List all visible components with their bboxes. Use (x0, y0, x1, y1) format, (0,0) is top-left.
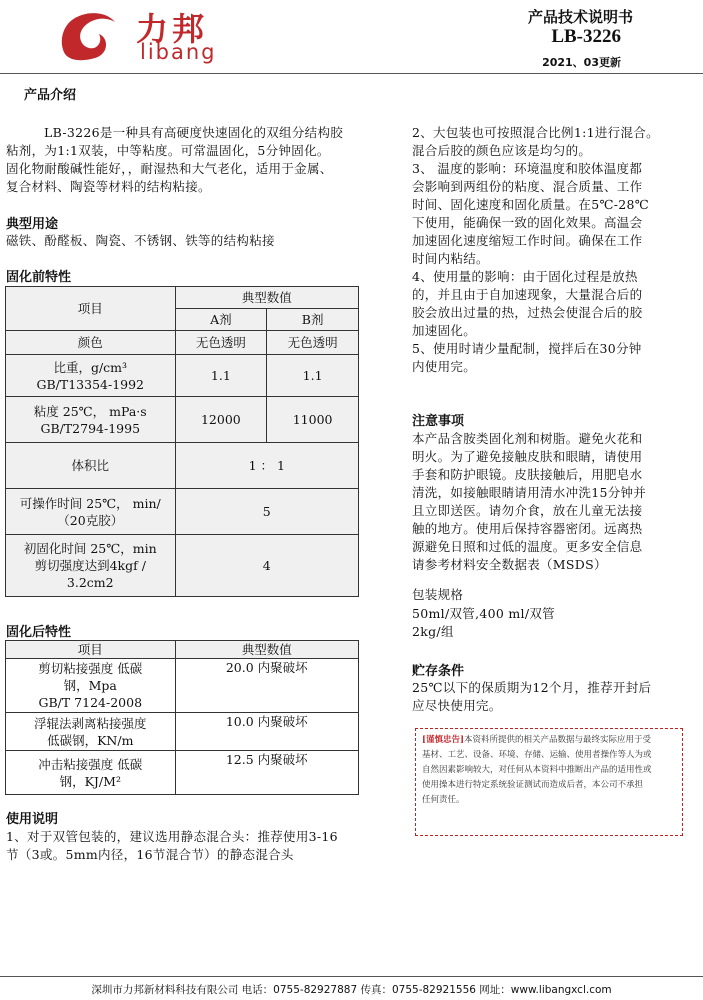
row-value: 10.0 内聚破坏 (175, 713, 358, 751)
right-line: 内使用完。 (412, 359, 477, 374)
notes-line: 请参考材料安全数据表（MSDS） (412, 557, 607, 572)
table-row (6, 331, 359, 355)
disclaimer-tag: [谨慎忠告] (422, 735, 465, 745)
row-item-line: 冲击粘接强度 低碳 (38, 756, 143, 772)
document-title: 产品技术说明书 (527, 8, 633, 26)
table-row (6, 535, 359, 597)
usage-text (6, 828, 410, 864)
row-a-value: 1.1 (175, 355, 267, 397)
disclaimer-line: 任何责任。 (422, 795, 465, 805)
right-line: 混合后胶的颜色应该是均匀的。 (412, 143, 592, 158)
col-item-header: 项目 (6, 641, 176, 659)
disclaimer-line: 基材、工艺、设备、环境、存储、运输、使用者操作等人为或 (422, 750, 652, 760)
notes-line: 手套和防护眼镜。皮肤接触后，用肥皂水 (412, 467, 643, 482)
storage-text (412, 679, 696, 715)
header-divider (0, 73, 703, 74)
intro-line: 固化物耐酸碱性能好，，耐湿热和大气老化，适用于金属、 (6, 161, 333, 176)
row-value: 4 (175, 535, 359, 597)
right-line: 加速固化速度缩短工作时间。确保在工作 (412, 233, 643, 248)
storage-heading: 贮存条件 (412, 664, 465, 679)
footer-contact: 深圳市力邦新材料科技有限公司 电话：0755-82927887 传真：0755-82921556 网址：www.libangxcl.com (91, 984, 612, 996)
row-item-line: 低碳钢，KN/m (47, 732, 134, 748)
table-row (6, 443, 359, 489)
storage-line: 25℃以下的保质期为12个月，推荐开封后 (412, 680, 652, 695)
packaging-heading: 包装规格 (412, 587, 464, 602)
row-value: 1 ： 1 (175, 443, 359, 489)
storage-line: 应尽快使用完。 (412, 698, 502, 713)
disclaimer-line: 本资料所提供的相关产品数据与最终实际应用于受 (464, 735, 652, 745)
table-row (6, 713, 359, 751)
update-date: 2021、03更新 (542, 56, 621, 69)
row-a-value: 无色透明 (175, 331, 267, 355)
packaging-line: 2kg/组 (412, 624, 454, 639)
footer-divider (0, 976, 703, 977)
disclaimer-line: 使用操本进行特定系统验证测试而造成后者，本公司不承担 (422, 780, 644, 790)
col-item-header: 项目 (6, 287, 176, 331)
right-line: 加速固化。 (412, 323, 477, 338)
disclaimer-box (415, 728, 683, 836)
row-item (6, 355, 176, 397)
right-line: 3、 温度的影响：环境温度和胶体温度都 (412, 161, 643, 176)
col-value-header: 典型数值 (175, 641, 358, 659)
notes-line: 本产品含胺类固化剂和树脂。避免火花和 (412, 431, 643, 446)
table-row (6, 751, 359, 795)
row-item: 体积比 (6, 443, 176, 489)
row-item-line: 剪切粘接强度 低碳 (38, 661, 143, 676)
row-item (6, 751, 176, 795)
intro-line: 复合材料、陶瓷等材料的结构粘接。 (6, 179, 211, 194)
row-item-line: GB/T13354-1992 (36, 376, 145, 392)
right-line: 时间内粘结。 (412, 251, 489, 266)
right-line: 时间、固化速度和固化质量。在5℃-28℃ (412, 197, 650, 212)
notes-line: 且立即送医。请勿介食，放在儿童无法接 (412, 503, 643, 518)
table-row (6, 659, 359, 713)
logo-chinese-text: 力邦 (136, 10, 209, 48)
disclaimer-line: 自然因素影响较大，对任何从本资料中推断出产品的适用性或 (422, 765, 652, 775)
right-line: 会影响到两组份的粘度、混合质量、工作 (412, 179, 643, 194)
row-item-line: GB/T 7124-2008 (38, 695, 143, 710)
row-item-line: 粘度 25℃， mPa·s (33, 403, 147, 419)
notes-line: 源避免日照和过低的温度。更多安全信息 (412, 539, 643, 554)
pre-cure-table (5, 286, 359, 597)
row-item (6, 397, 176, 443)
product-model: LB-3226 (551, 26, 621, 47)
notes-text (412, 430, 696, 574)
right-line: 4、使用量的影响：由于固化过程是放热 (412, 269, 638, 284)
intro-heading: 产品介绍 (24, 88, 77, 103)
row-item-line: 钢，Mpa (63, 678, 117, 693)
right-line: 胶会放出过量的热，过热会使混合后的胶 (412, 305, 643, 320)
intro-line: 粘剂，为1:1双装，中等粘度。可常温固化，5分钟固化。 (6, 143, 330, 158)
row-item-line: （20克胶） (57, 512, 124, 528)
row-value: 12.5 内聚破坏 (175, 751, 358, 795)
row-item-line: 可操作时间 25℃， min/ (19, 495, 161, 511)
row-value: 5 (175, 489, 359, 535)
packaging-line: 50ml/双管,400 ml/双管 (412, 606, 555, 621)
row-b-value: 1.1 (267, 355, 359, 397)
notes-line: 清洗，如接触眼睛请用清水冲洗15分钟并 (412, 485, 647, 500)
uses-heading: 典型用途 (6, 217, 59, 232)
row-value: 20.0 内聚破坏 (175, 659, 358, 713)
row-b-value: 无色透明 (267, 331, 359, 355)
row-item: 颜色 (6, 331, 176, 355)
col-b-header: B剂 (267, 309, 359, 331)
logo-mark-icon (55, 4, 135, 66)
notes-line: 触的地方。使用后保持容器密闭。远离热 (412, 521, 643, 536)
usage-line: 1、对于双管包装的，建议选用静态混合头：推荐使用3-16 (6, 829, 338, 844)
row-item-line: 钢，KJ/M² (59, 773, 121, 789)
uses-text: 磁铁、酚醛板、陶瓷、不锈钢、铁等的结构粘接 (6, 233, 275, 248)
intro-text (6, 124, 410, 196)
row-item-line: 初固化时间 25℃，min (23, 541, 157, 556)
notes-line: 明火。为了避免接触皮肤和眼睛，请使用 (412, 449, 643, 464)
notes-heading: 注意事项 (412, 414, 465, 429)
intro-line: LB-3226是一种具有高硬度快速固化的双组分结构胶 (44, 125, 344, 140)
row-item-line: 3.2cm2 (66, 575, 114, 590)
usage-heading: 使用说明 (6, 812, 59, 827)
post-cure-table (5, 640, 359, 795)
right-line: 的，并且由于自加速现象，大量混合后的 (412, 287, 643, 302)
row-item (6, 489, 176, 535)
table-row (6, 489, 359, 535)
row-item (6, 713, 176, 751)
col-value-header: 典型数值 (175, 287, 359, 309)
packaging-text (412, 605, 555, 641)
right-line: 2、大包装也可按照混合比例1:1进行混合。 (412, 125, 659, 140)
row-a-value: 12000 (175, 397, 267, 443)
row-item (6, 659, 176, 713)
row-item-line: 剪切强度达到4kgf / (34, 558, 146, 573)
pre-cure-heading: 固化前特性 (6, 270, 72, 285)
usage-line: 节（3或。5mm内径，16节混合节）的静态混合头 (6, 847, 294, 862)
col-a-header: A剂 (175, 309, 267, 331)
table-row (6, 355, 359, 397)
right-line: 5、使用时请少量配制，搅拌后在30分钟 (412, 341, 642, 356)
row-item (6, 535, 176, 597)
table-row (6, 397, 359, 443)
right-column-text (412, 124, 696, 376)
row-item-line: GB/T2794-1995 (40, 420, 141, 436)
right-line: 下使用，能确保一致的固化效果。高温会 (412, 215, 643, 230)
row-item-line: 浮辊法剥离粘接强度 (34, 715, 147, 731)
row-item-line: 比重，g/cm³ (53, 359, 128, 375)
row-b-value: 11000 (267, 397, 359, 443)
post-cure-heading: 固化后特性 (6, 625, 72, 640)
logo-english-text: libang (140, 40, 217, 64)
